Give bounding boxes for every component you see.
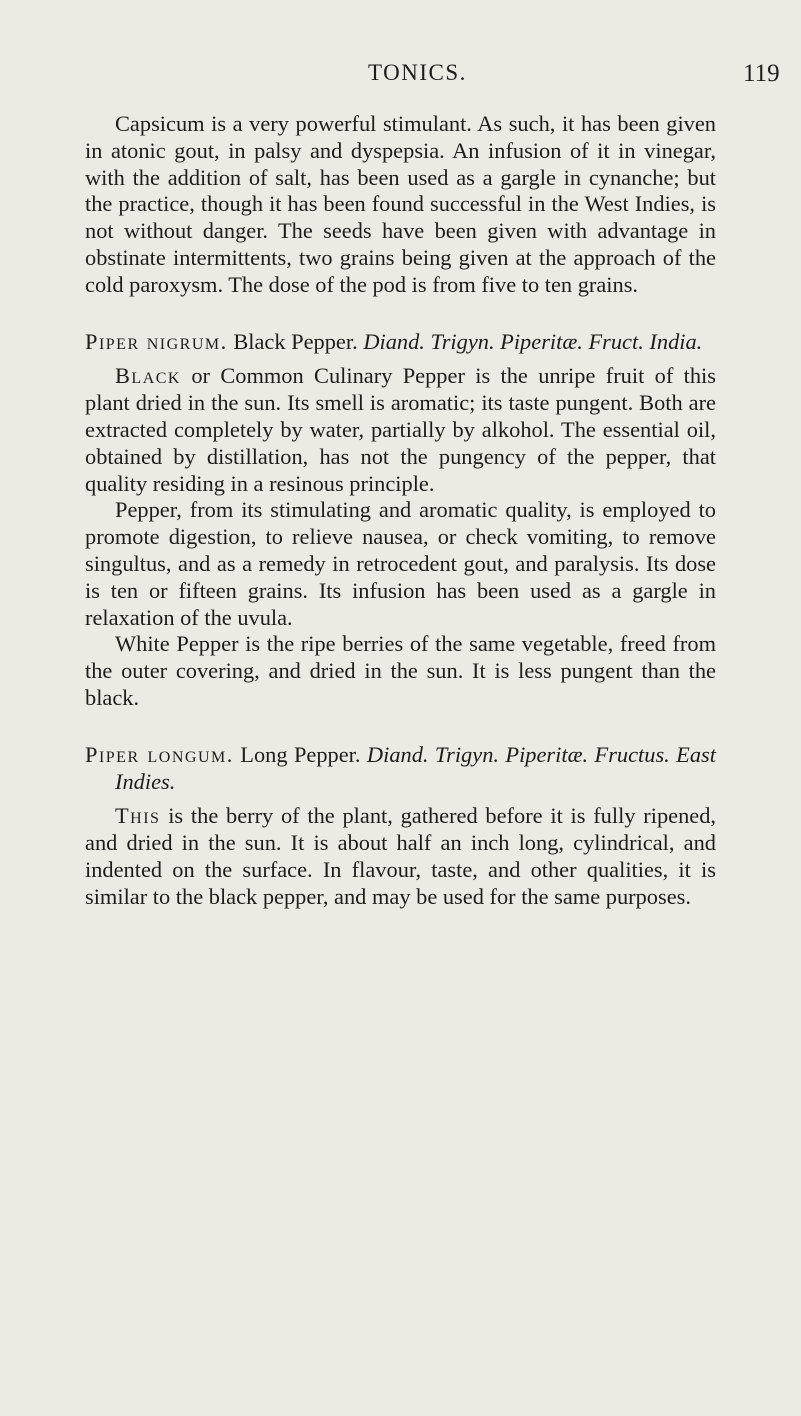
piper-nigrum-name: Piper nigrum. [85,328,228,354]
piper-longum-paragraph-1 [85,803,716,910]
piper-longum-heading [85,742,716,796]
running-title: TONICS. [368,60,467,85]
piper-longum-classification: Diand. Trigyn. Piperitæ. Fructus. East Indies. [115,741,716,794]
piper-nigrum-paragraph-1 [85,363,716,497]
piper-nigrum-paragraph-3: White Pepper is the ripe berries of the same vegetable, freed from the outer covering, and dried in the sun. It is less pungent than the black. [85,631,716,710]
piper-longum-lead-word: This [115,803,161,829]
capsicum-paragraph: Capsicum is a very powerful stimulant. As such, it has been given in atonic gout, in palsy and dyspepsia. An infusion of it in vinegar, with the addition of salt, has been used as a gargle in cynanche; but the practice, though it has been found successful in the West Indies, is not without danger. The seeds have been given with advantage in obstinate intermittents, two grains being given at the approach of the cold paroxysm. The dose of the pod is from five to ten grains. [85,111,716,297]
piper-longum-common-name: Long Pepper. [240,741,361,767]
piper-nigrum-paragraph-2: Pepper, from its stimulating and aromatic quality, is employed to promote digestion, to relieve nausea, or check vomiting, to remove singultus, and as a remedy in retrocedent gout, and paralysis. Its dose is ten or fifteen grains. Its infusion has been used as a gargle in relaxation of the uvula. [85,497,716,630]
page-header [0,60,801,90]
piper-nigrum-paragraph-1-text: or Common Culinary Pepper is the unripe fruit of this plant dried in the sun. Its smell is aromatic; its taste pungent. Both are extracted completely by water, partially by alkohol. The essential oil, obtained by distillation, has not the pungency of the pepper, that quality residing in a resinous principle. [85,363,716,496]
piper-nigrum-classification: Diand. Trigyn. Piperitæ. Fruct. India. [363,328,703,354]
piper-longum-name: Piper longum. [85,741,234,767]
piper-nigrum-heading [85,329,716,356]
page-number: 119 [743,60,780,87]
body-text [85,111,716,911]
piper-nigrum-common-name: Black Pepper. [233,328,358,354]
piper-longum-paragraph-1-text: is the berry of the plant, gathered before it is fully ripened, and dried in the sun. It is about half an inch long, cylindrical, and indented on the surface. In flavour, taste, and other qualities, it is similar to the black pepper, and may be used for the same purposes. [85,803,716,909]
piper-nigrum-lead-word: Black [115,363,181,389]
